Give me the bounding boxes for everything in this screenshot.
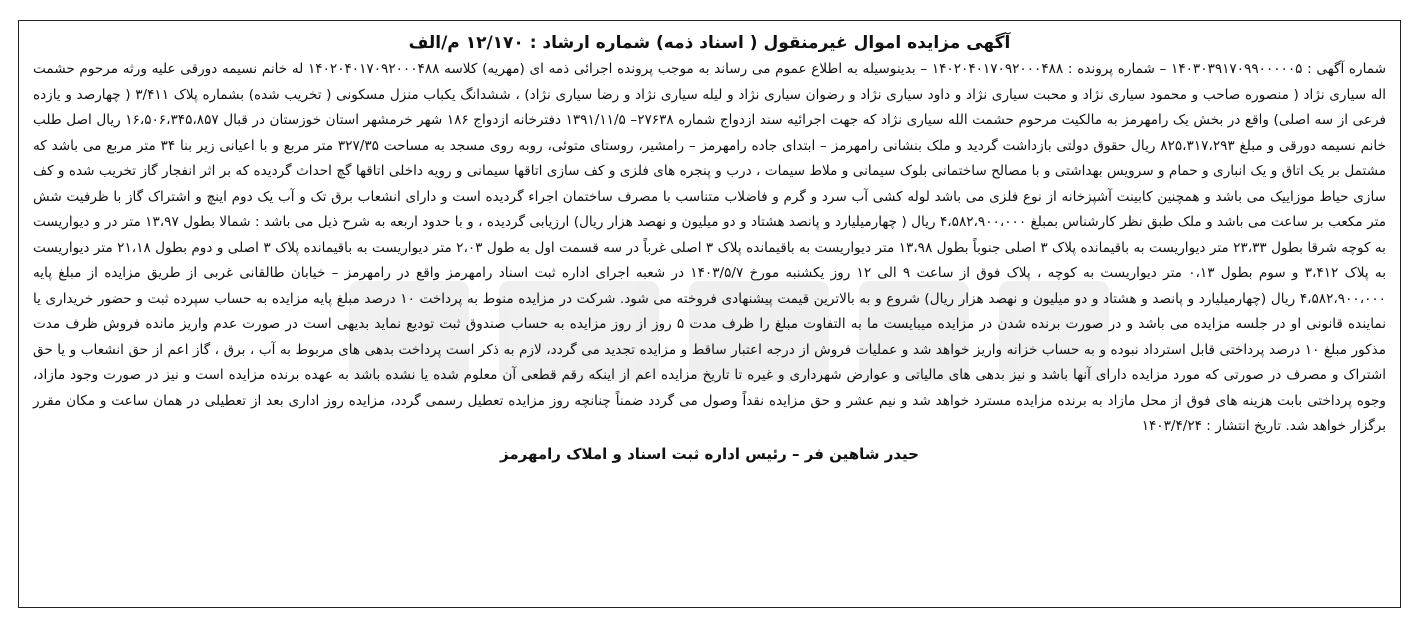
auction-notice <box>18 20 1401 608</box>
notice-body: شماره آگهی : ۱۴۰۳۰۳۹۱۷۰۹۹۰۰۰۰۰۵ – شماره پرونده : ۱۴۰۲۰۴۰۱۷۰۹۲۰۰۰۴۸۸ – بدینوسیله به اطلاع عموم می رساند به موجب پرونده اجرائی ذمه ای (مهریه) کلاسه ۱۴۰۲۰۴۰۱۷۰۹۲۰۰۰۴۸۸ له خانم نسیمه دورقی علیه ورثه مرحوم حشمت اله سیاری نژاد ( منصوره صاحب و محمود سیاری نژاد و محبت سیاری نژاد و داود سیاری نژاد و رضوان سیاری نژاد و لیله سیاری نژاد و رضا سیاری نژاد) ، ششدانگ یکباب منزل مسکونی ( تخریب شده) بشماره پلاک ۳/۴۱۱ ( چهارصد و یازده فرعی از سه اصلی) واقع در بخش یک رامهرمز به مالکیت مرحوم حشمت الله سیاری نژاد که جهت اجرائیه سند ازدواج شماره ۲۷۶۳۸– ۱۳۹۱/۱۱/۵ دفترخانه ازدواج ۱۸۶ شهر خرمشهر استان خوزستان در قبال ۱۶،۵۰۶،۳۴۵،۸۵۷ ریال اصل طلب خانم نسیمه دورقی و مبلغ ۸۲۵،۳۱۷،۲۹۳ ریال حقوق دولتی بازداشت گردید و ملک بنشانی رامهرمز – ابتدای جاده رامهرمز – رامشیر، روستای متوئی، روبه روی مسجد به مساحت ۳۲۷/۳۵ متر مربع و با اعیانی زیر بنا ۳۴ متر مربع می باشد که مشتمل بر یک اتاق و یک انباری و حمام و سرویس بهداشتی و با مصالح ساختمانی بلوک سیمانی و ملاط سیمات ، درب و پنجره های فلزی و کف سازی اتاقها سیمانی و رویه داخلی اتاقها گچ احداث گردیده که بر اثر انفجار گاز تخریب شده و کف سازی حیاط موزاییک می باشد و همچنین کابینت آشپزخانه از نوع فلزی می باشد لوله کشی آب سرد و گرم و فاضلاب متناسب با مصرف ساختمان اجراء گردیده است و دارای انشعاب برق تک و آب یک دوم اینچ و اشتراک گاز با ظرفیت شش متر مکعب بر ساعت می باشد و ملک طبق نظر کارشناس بمبلغ ۴،۵۸۲،۹۰۰،۰۰۰ ریال ( چهارمیلیارد و پانصد هشتاد و دو میلیون و نهصد هزار ریال) ارزیابی گردیده ، و با حدود اربعه به شرح ذیل می باشد : شمالا بطول ۱۳،۹۷ متر در و دیواریست به کوچه شرقا بطول ۲۳،۳۳ متر دیواریست به باقیمانده پلاک ۳ اصلی جنوباً بطول ۱۳،۹۸ متر دیواریست به باقیمانده پلاک ۳ اصلی غرباً در سه قسمت اول به طول ۲،۰۳ متر دیواریست به باقیمانده پلاک ۳ اصلی و دوم بطول ۲۱،۱۸ متر دیواریست به پلاک ۳،۴۱۲ و سوم بطول ۰،۱۳ متر دیواریست به کوچه ، پلاک فوق از ساعت ۹ الی ۱۲ روز یکشنبه مورخ ۱۴۰۳/۵/۷ در شعبه اجرای اداره ثبت اسناد رامهرمز واقع در رامهرمز – خیابان طالقانی غربی از طریق مزایده از مبلغ پایه ۴،۵۸۲،۹۰۰،۰۰۰ ریال (چهارمیلیارد و پانصد و هشتاد و دو میلیون و نهصد هزار ریال) شروع و به بالاترین قیمت پیشنهادی فروخته می شود. شرکت در مزایده منوط به پرداخت ۱۰ درصد مبلغ پایه مزایده به حساب سپرده ثبت و حضور خریداری یا نماینده قانونی او در جلسه مزایده می باشد و در صورت برنده شدن در مزایده میبایست ما به التفاوت مبلغ را ظرف مدت ۵ روز از روز مزایده به حساب صندوق ثبت تودیع نماید بدیهی است در صورت عدم واریز مانده فروش ظرف مدت مذکور مبلغ ۱۰ درصد پرداختی قابل استرداد نبوده و به حساب خزانه واریز خواهد شد و عملیات فروش از درجه اعتبار ساقط و مزایده تجدید می گردد، لازم به ذکر است پرداخت بدهی های مربوط به آب ، برق ، گاز اعم از حق انشعاب و یا حق اشتراک و مصرف در صورتی که مورد مزایده دارای آنها باشد و نیز بدهی های مالیاتی و عوارض شهرداری و غیره تا تاریخ مزایده اعم از اینکه رقم قطعی آن معلوم شده یا نشده باشد به عهده برنده مزایده است و نیز در صورت وجود مازاد، وجوه پرداختی بابت هزینه های فوق از محل مازاد به برنده مزایده مسترد خواهد شد و نیم عشر و حق مزایده نقداً وصول می گردد ضمناً چنانچه روز مزایده تعطیل رسمی گردد، مزایده روز اداری بعد از تعطیلی در همان ساعت و مکان مقرر برگزار خواهد شد. تاریخ انتشار : ۱۴۰۳/۴/۲۴ <box>33 61 1387 434</box>
notice-title: آگهی مزایده اموال غیرمنقول ( اسناد ذمه) شماره ارشاد : ۱۲/۱۷۰ م/الف <box>408 33 1011 53</box>
notice-signature: حیدر شاهین فر – رئیس اداره ثبت اسناد و املاک رامهرمز <box>500 444 919 463</box>
